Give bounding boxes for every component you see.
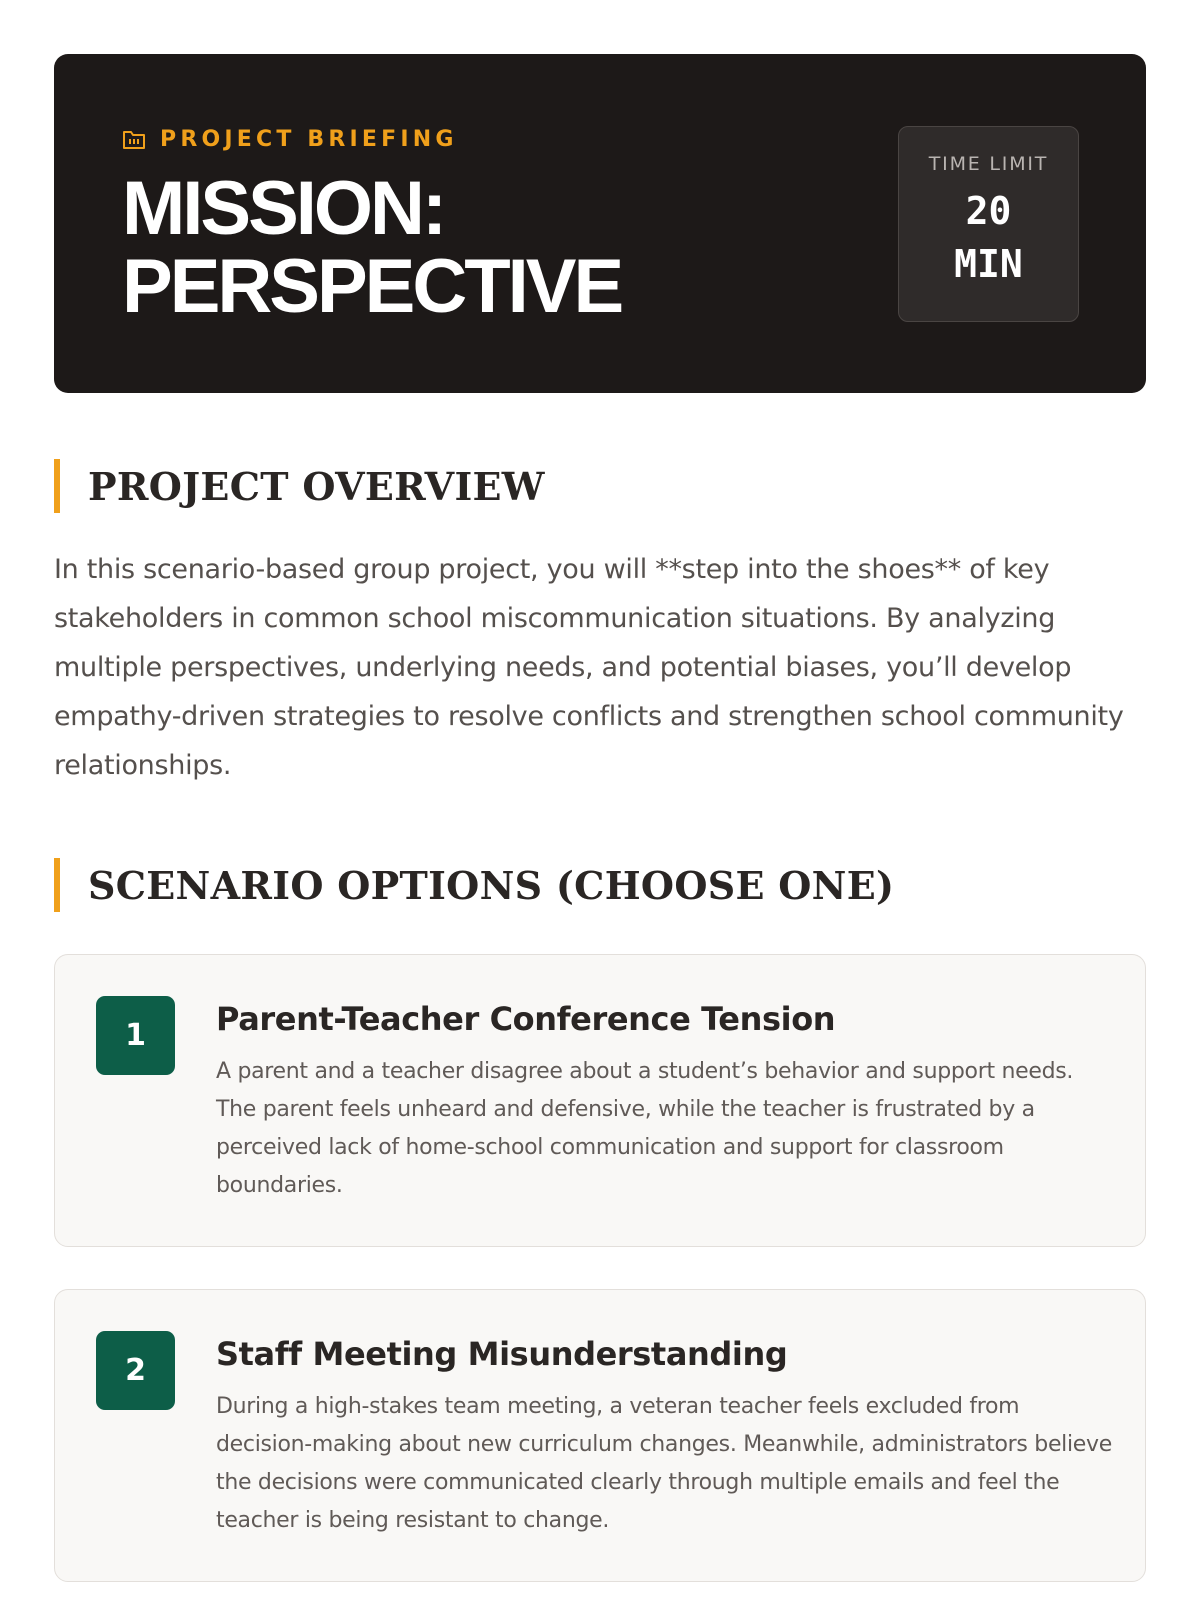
scenarios-heading: SCENARIO OPTIONS (CHOOSE ONE) xyxy=(54,858,1146,912)
time-limit-number: 20 xyxy=(965,189,1012,233)
title-line-1: MISSION: xyxy=(122,166,445,251)
scenario-list xyxy=(54,954,1146,1582)
time-limit-value xyxy=(899,185,1078,291)
time-limit-box xyxy=(898,126,1079,322)
time-limit-label: TIME LIMIT xyxy=(928,153,1049,175)
page-title xyxy=(122,166,762,329)
folder-icon xyxy=(122,128,146,150)
scenario-title: Staff Meeting Misunderstanding xyxy=(216,1335,788,1373)
eyebrow-text: PROJECT BRIEFING xyxy=(160,126,458,152)
time-limit-unit: MIN xyxy=(954,242,1023,286)
scenario-card-2[interactable] xyxy=(54,1289,1146,1582)
hero-banner xyxy=(54,54,1146,393)
scenario-card-1[interactable] xyxy=(54,954,1146,1247)
scenario-number-badge: 2 xyxy=(96,1331,175,1410)
title-line-2: PERSPECTIVE xyxy=(122,244,622,329)
scenario-description: During a high-stakes team meeting, a veteran teacher feels excluded from decision-making about new curriculum changes. Meanwhile, administrators believe the decisions were communicated clearly through multiple emails and feel the teacher is being resistant to change. xyxy=(216,1394,1112,1533)
overview-heading: PROJECT OVERVIEW xyxy=(54,459,1146,513)
overview-paragraph: In this scenario-based group project, you will **step into the shoes** of key stakeholders in common school miscommunication situations. By analyzing multiple perspectives, underlying needs, and potential biases, you’ll develop empathy-driven strategies to resolve conflicts and strengthen school community relationships. xyxy=(54,554,1124,781)
scenario-description: A parent and a teacher disagree about a student’s behavior and support needs. The parent feels unheard and defensive, while the teacher is frustrated by a perceived lack of home-school communication and support for classroom boundaries. xyxy=(216,1059,1074,1198)
scenario-number-badge: 1 xyxy=(96,996,175,1075)
scenario-title: Parent-Teacher Conference Tension xyxy=(216,1000,836,1038)
